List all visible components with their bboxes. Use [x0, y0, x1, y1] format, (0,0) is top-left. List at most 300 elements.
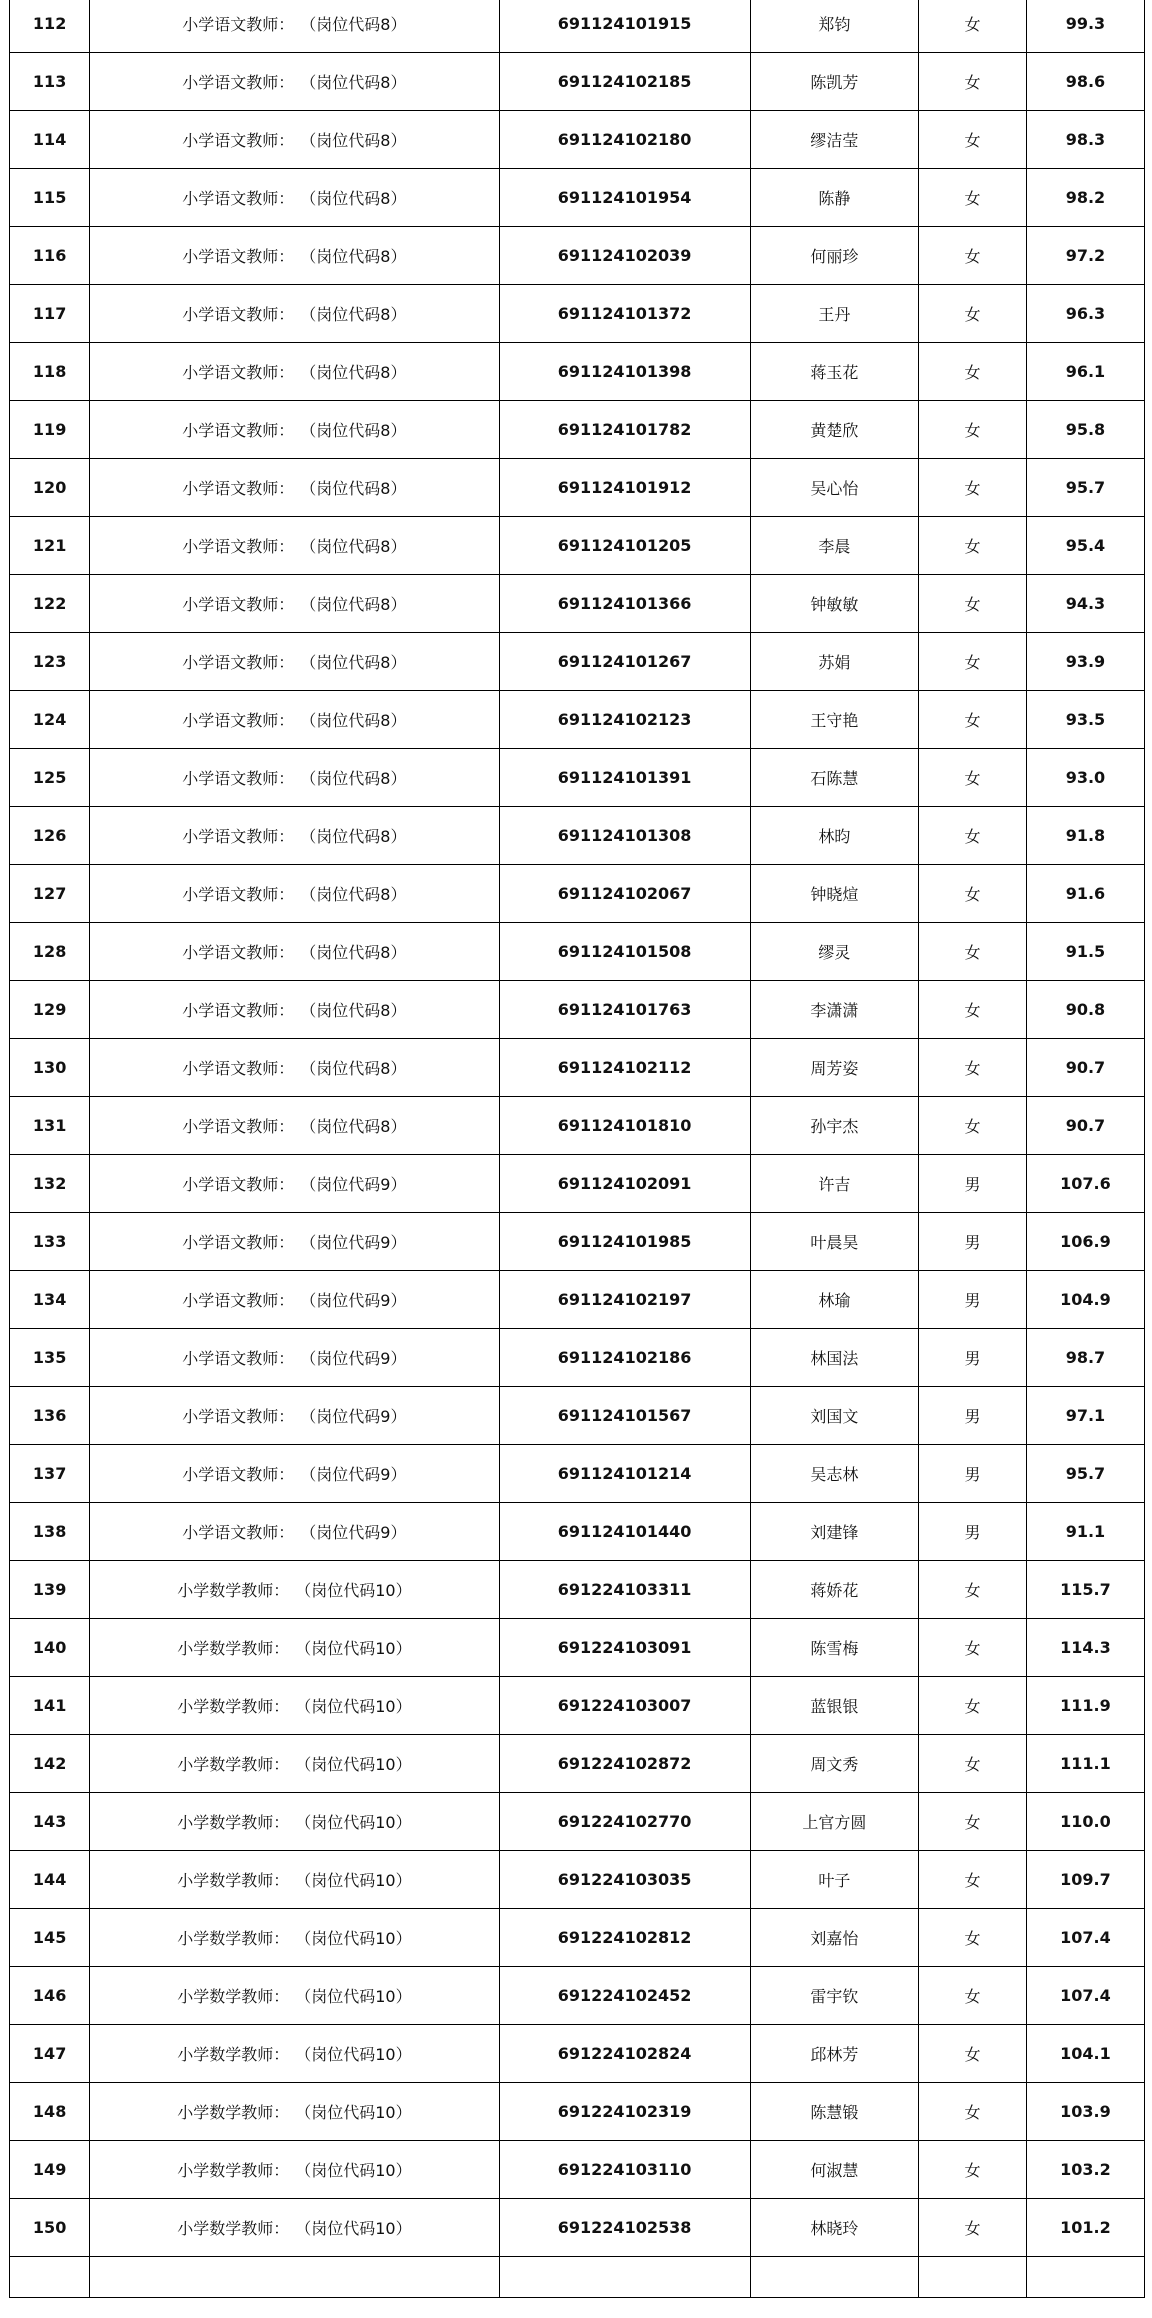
row-number: 122 — [10, 575, 90, 633]
position-code: （岗位代码9） — [308, 1465, 407, 1484]
candidate-score: 96.3 — [1026, 285, 1144, 343]
position-title: 小学语文教师： — [182, 943, 295, 962]
position-cell — [90, 2199, 499, 2257]
candidate-score: 98.7 — [1026, 1329, 1144, 1387]
position-code: （岗位代码8） — [308, 1117, 407, 1136]
table-row — [10, 981, 1145, 1039]
position-cell — [90, 749, 499, 807]
table-row-partial — [10, 2257, 1145, 2298]
position-cell — [90, 1851, 499, 1909]
candidate-gender: 女 — [919, 865, 1027, 923]
candidate-name: 郑钧 — [750, 0, 919, 53]
row-number: 130 — [10, 1039, 90, 1097]
candidate-score: 98.2 — [1026, 169, 1144, 227]
candidate-score: 107.4 — [1026, 1967, 1144, 2025]
candidate-score: 95.7 — [1026, 1445, 1144, 1503]
position-code: （岗位代码8） — [308, 711, 407, 730]
ticket-number: 691124102067 — [499, 865, 750, 923]
row-number: 115 — [10, 169, 90, 227]
position-code: （岗位代码10） — [303, 2045, 412, 2064]
empty-cell — [919, 2257, 1027, 2298]
row-number: 150 — [10, 2199, 90, 2257]
ticket-number: 691224103110 — [499, 2141, 750, 2199]
ticket-number: 691224103091 — [499, 1619, 750, 1677]
position-cell — [90, 517, 499, 575]
position-cell — [90, 111, 499, 169]
candidate-score: 91.6 — [1026, 865, 1144, 923]
candidate-name: 孙宇杰 — [750, 1097, 919, 1155]
table-row — [10, 1213, 1145, 1271]
candidate-name: 陈雪梅 — [750, 1619, 919, 1677]
position-cell — [90, 1387, 499, 1445]
position-title: 小学数学教师： — [177, 2045, 290, 2064]
table-row — [10, 1329, 1145, 1387]
position-title: 小学语文教师： — [182, 1233, 295, 1252]
candidate-name: 李潇潇 — [750, 981, 919, 1039]
candidate-name: 刘嘉怡 — [750, 1909, 919, 1967]
ticket-number: 691124101366 — [499, 575, 750, 633]
position-cell — [90, 1329, 499, 1387]
position-cell — [90, 1213, 499, 1271]
row-number: 112 — [10, 0, 90, 53]
candidate-gender: 女 — [919, 1097, 1027, 1155]
candidate-name: 石陈慧 — [750, 749, 919, 807]
candidate-name: 吴心怡 — [750, 459, 919, 517]
row-number: 117 — [10, 285, 90, 343]
table-row — [10, 53, 1145, 111]
position-cell — [90, 285, 499, 343]
candidate-name: 林昀 — [750, 807, 919, 865]
row-number: 148 — [10, 2083, 90, 2141]
row-number: 141 — [10, 1677, 90, 1735]
table-row — [10, 2025, 1145, 2083]
ticket-number: 691124101267 — [499, 633, 750, 691]
candidate-name: 刘国文 — [750, 1387, 919, 1445]
candidate-name: 王守艳 — [750, 691, 919, 749]
position-code: （岗位代码8） — [308, 189, 407, 208]
row-number: 133 — [10, 1213, 90, 1271]
position-title: 小学数学教师： — [177, 2219, 290, 2238]
position-code: （岗位代码8） — [308, 827, 407, 846]
candidate-score: 95.7 — [1026, 459, 1144, 517]
position-code: （岗位代码8） — [308, 537, 407, 556]
candidate-score: 90.7 — [1026, 1039, 1144, 1097]
row-number: 149 — [10, 2141, 90, 2199]
candidate-score: 93.5 — [1026, 691, 1144, 749]
candidate-gender: 女 — [919, 2199, 1027, 2257]
candidate-name: 苏娟 — [750, 633, 919, 691]
table-row — [10, 807, 1145, 865]
position-title: 小学数学教师： — [177, 1581, 290, 1600]
candidate-score: 115.7 — [1026, 1561, 1144, 1619]
ticket-number: 691124101915 — [499, 0, 750, 53]
candidate-gender: 男 — [919, 1503, 1027, 1561]
row-number: 142 — [10, 1735, 90, 1793]
ticket-number: 691224103035 — [499, 1851, 750, 1909]
position-code: （岗位代码10） — [303, 1581, 412, 1600]
table-row — [10, 1561, 1145, 1619]
ticket-number: 691124101763 — [499, 981, 750, 1039]
position-title: 小学语文教师： — [182, 1059, 295, 1078]
ticket-number: 691224103311 — [499, 1561, 750, 1619]
position-cell — [90, 459, 499, 517]
ticket-number: 691124102186 — [499, 1329, 750, 1387]
position-title: 小学数学教师： — [177, 2103, 290, 2122]
candidate-score: 95.8 — [1026, 401, 1144, 459]
candidate-gender: 女 — [919, 2083, 1027, 2141]
position-title: 小学数学教师： — [177, 2161, 290, 2180]
position-title: 小学语文教师： — [182, 15, 295, 34]
candidate-name: 何淑慧 — [750, 2141, 919, 2199]
position-code: （岗位代码8） — [308, 769, 407, 788]
table-row — [10, 343, 1145, 401]
table-row — [10, 2199, 1145, 2257]
position-title: 小学语文教师： — [182, 479, 295, 498]
position-code: （岗位代码9） — [308, 1349, 407, 1368]
candidate-gender: 女 — [919, 517, 1027, 575]
row-number: 125 — [10, 749, 90, 807]
candidate-score: 109.7 — [1026, 1851, 1144, 1909]
empty-cell — [90, 2257, 499, 2298]
candidate-name: 蒋玉花 — [750, 343, 919, 401]
candidate-score: 114.3 — [1026, 1619, 1144, 1677]
candidate-gender: 女 — [919, 1039, 1027, 1097]
candidate-gender: 男 — [919, 1387, 1027, 1445]
row-number: 129 — [10, 981, 90, 1039]
row-number: 135 — [10, 1329, 90, 1387]
candidate-name: 周文秀 — [750, 1735, 919, 1793]
candidate-gender: 男 — [919, 1155, 1027, 1213]
ticket-number: 691224103007 — [499, 1677, 750, 1735]
position-cell — [90, 343, 499, 401]
row-number: 131 — [10, 1097, 90, 1155]
ticket-number: 691124101391 — [499, 749, 750, 807]
candidate-name: 许吉 — [750, 1155, 919, 1213]
position-title: 小学语文教师： — [182, 1117, 295, 1136]
candidate-gender: 女 — [919, 285, 1027, 343]
position-code: （岗位代码10） — [303, 1697, 412, 1716]
position-code: （岗位代码8） — [308, 363, 407, 382]
position-title: 小学语文教师： — [182, 131, 295, 150]
position-title: 小学语文教师： — [182, 537, 295, 556]
ticket-number: 691124101567 — [499, 1387, 750, 1445]
candidate-score: 90.7 — [1026, 1097, 1144, 1155]
table-row — [10, 1967, 1145, 2025]
candidate-gender: 女 — [919, 169, 1027, 227]
table-row — [10, 2141, 1145, 2199]
row-number: 145 — [10, 1909, 90, 1967]
candidate-score: 98.3 — [1026, 111, 1144, 169]
candidate-score: 94.3 — [1026, 575, 1144, 633]
table-row — [10, 1619, 1145, 1677]
candidate-score: 107.4 — [1026, 1909, 1144, 1967]
candidate-score: 93.0 — [1026, 749, 1144, 807]
candidate-score: 103.2 — [1026, 2141, 1144, 2199]
ticket-number: 691124102112 — [499, 1039, 750, 1097]
row-number: 140 — [10, 1619, 90, 1677]
position-cell — [90, 575, 499, 633]
position-cell — [90, 1445, 499, 1503]
candidate-gender: 女 — [919, 2141, 1027, 2199]
candidate-score: 106.9 — [1026, 1213, 1144, 1271]
candidate-gender: 女 — [919, 1793, 1027, 1851]
candidate-name: 钟敏敏 — [750, 575, 919, 633]
position-title: 小学语文教师： — [182, 247, 295, 266]
ticket-number: 691124101308 — [499, 807, 750, 865]
position-code: （岗位代码10） — [303, 1813, 412, 1832]
position-title: 小学语文教师： — [182, 363, 295, 382]
candidate-gender: 男 — [919, 1329, 1027, 1387]
ticket-number: 691124102123 — [499, 691, 750, 749]
candidate-name: 林晓玲 — [750, 2199, 919, 2257]
table-row — [10, 517, 1145, 575]
candidate-score: 97.1 — [1026, 1387, 1144, 1445]
ticket-number: 691224102538 — [499, 2199, 750, 2257]
candidate-name: 叶晨昊 — [750, 1213, 919, 1271]
table-row — [10, 1155, 1145, 1213]
table-row — [10, 227, 1145, 285]
position-cell — [90, 865, 499, 923]
table-row — [10, 1097, 1145, 1155]
position-cell — [90, 807, 499, 865]
candidate-name: 邱林芳 — [750, 2025, 919, 2083]
position-code: （岗位代码8） — [308, 1001, 407, 1020]
position-title: 小学语文教师： — [182, 711, 295, 730]
position-cell — [90, 691, 499, 749]
position-cell — [90, 2141, 499, 2199]
table-row — [10, 1793, 1145, 1851]
position-code: （岗位代码10） — [303, 2103, 412, 2122]
ticket-number: 691124102197 — [499, 1271, 750, 1329]
row-number: 123 — [10, 633, 90, 691]
position-code: （岗位代码8） — [308, 15, 407, 34]
candidate-gender: 女 — [919, 227, 1027, 285]
ticket-number: 691124101912 — [499, 459, 750, 517]
position-code: （岗位代码10） — [303, 1987, 412, 2006]
position-cell — [90, 2025, 499, 2083]
row-number: 127 — [10, 865, 90, 923]
table-row — [10, 1503, 1145, 1561]
table-row — [10, 749, 1145, 807]
position-title: 小学语文教师： — [182, 305, 295, 324]
position-code: （岗位代码10） — [303, 2161, 412, 2180]
candidate-name: 陈慧锻 — [750, 2083, 919, 2141]
candidate-gender: 女 — [919, 401, 1027, 459]
table-row — [10, 1271, 1145, 1329]
position-code: （岗位代码8） — [308, 421, 407, 440]
position-code: （岗位代码8） — [308, 479, 407, 498]
position-cell — [90, 1561, 499, 1619]
position-cell — [90, 0, 499, 53]
candidate-score: 91.1 — [1026, 1503, 1144, 1561]
candidate-name: 陈凯芳 — [750, 53, 919, 111]
position-title: 小学数学教师： — [177, 1697, 290, 1716]
position-code: （岗位代码10） — [303, 1639, 412, 1658]
row-number: 143 — [10, 1793, 90, 1851]
position-title: 小学语文教师： — [182, 189, 295, 208]
position-code: （岗位代码8） — [308, 885, 407, 904]
position-code: （岗位代码8） — [308, 653, 407, 672]
candidate-name: 上官方圆 — [750, 1793, 919, 1851]
row-number: 137 — [10, 1445, 90, 1503]
table-row — [10, 111, 1145, 169]
candidate-score: 91.8 — [1026, 807, 1144, 865]
candidate-name: 钟晓煊 — [750, 865, 919, 923]
empty-cell — [1026, 2257, 1144, 2298]
ticket-number: 691124101398 — [499, 343, 750, 401]
position-title: 小学语文教师： — [182, 769, 295, 788]
position-cell — [90, 1677, 499, 1735]
candidate-gender: 女 — [919, 923, 1027, 981]
position-cell — [90, 923, 499, 981]
table-row — [10, 1387, 1145, 1445]
candidate-gender: 女 — [919, 1619, 1027, 1677]
position-title: 小学语文教师： — [182, 73, 295, 92]
candidate-gender: 女 — [919, 1677, 1027, 1735]
candidate-name: 蒋娇花 — [750, 1561, 919, 1619]
position-code: （岗位代码9） — [308, 1523, 407, 1542]
ticket-number: 691224102812 — [499, 1909, 750, 1967]
row-number: 120 — [10, 459, 90, 517]
position-cell — [90, 1909, 499, 1967]
candidate-gender: 女 — [919, 575, 1027, 633]
candidate-score: 111.1 — [1026, 1735, 1144, 1793]
candidate-gender: 男 — [919, 1271, 1027, 1329]
candidate-gender: 男 — [919, 1445, 1027, 1503]
candidate-score: 98.6 — [1026, 53, 1144, 111]
candidate-score: 110.0 — [1026, 1793, 1144, 1851]
empty-cell — [750, 2257, 919, 2298]
table-row — [10, 923, 1145, 981]
candidate-gender: 女 — [919, 343, 1027, 401]
row-number: 144 — [10, 1851, 90, 1909]
position-title: 小学数学教师： — [177, 1755, 290, 1774]
candidate-name: 刘建锋 — [750, 1503, 919, 1561]
row-number: 114 — [10, 111, 90, 169]
position-title: 小学语文教师： — [182, 1523, 295, 1542]
candidate-name: 何丽珍 — [750, 227, 919, 285]
row-number: 126 — [10, 807, 90, 865]
candidate-name: 缪洁莹 — [750, 111, 919, 169]
candidate-score: 107.6 — [1026, 1155, 1144, 1213]
table-row — [10, 1851, 1145, 1909]
score-table — [9, 0, 1145, 2298]
position-cell — [90, 169, 499, 227]
candidate-name: 周芳姿 — [750, 1039, 919, 1097]
candidate-score: 104.9 — [1026, 1271, 1144, 1329]
position-cell — [90, 1735, 499, 1793]
ticket-number: 691124101985 — [499, 1213, 750, 1271]
candidate-gender: 男 — [919, 1213, 1027, 1271]
position-cell — [90, 633, 499, 691]
row-number: 139 — [10, 1561, 90, 1619]
ticket-number: 691224102452 — [499, 1967, 750, 2025]
position-cell — [90, 1793, 499, 1851]
candidate-gender: 女 — [919, 633, 1027, 691]
ticket-number: 691124102091 — [499, 1155, 750, 1213]
ticket-number: 691124101782 — [499, 401, 750, 459]
table-row — [10, 1909, 1145, 1967]
candidate-name: 陈静 — [750, 169, 919, 227]
position-title: 小学语文教师： — [182, 1349, 295, 1368]
ticket-number: 691124101810 — [499, 1097, 750, 1155]
row-number: 146 — [10, 1967, 90, 2025]
candidate-gender: 女 — [919, 981, 1027, 1039]
candidate-score: 97.2 — [1026, 227, 1144, 285]
table-row — [10, 1677, 1145, 1735]
candidate-score: 91.5 — [1026, 923, 1144, 981]
position-cell — [90, 1155, 499, 1213]
ticket-number: 691124102039 — [499, 227, 750, 285]
table-row — [10, 1735, 1145, 1793]
row-number: 119 — [10, 401, 90, 459]
position-code: （岗位代码9） — [308, 1175, 407, 1194]
ticket-number: 691224102872 — [499, 1735, 750, 1793]
table-row — [10, 459, 1145, 517]
ticket-number: 691224102319 — [499, 2083, 750, 2141]
position-cell — [90, 981, 499, 1039]
candidate-name: 李晨 — [750, 517, 919, 575]
ticket-number: 691224102770 — [499, 1793, 750, 1851]
position-code: （岗位代码8） — [308, 247, 407, 266]
position-code: （岗位代码8） — [308, 73, 407, 92]
position-title: 小学数学教师： — [177, 1639, 290, 1658]
position-title: 小学语文教师： — [182, 421, 295, 440]
position-cell — [90, 401, 499, 459]
position-code: （岗位代码10） — [303, 1871, 412, 1890]
position-title: 小学数学教师： — [177, 1929, 290, 1948]
row-number: 128 — [10, 923, 90, 981]
candidate-gender: 女 — [919, 749, 1027, 807]
table-row — [10, 169, 1145, 227]
row-number: 136 — [10, 1387, 90, 1445]
candidate-gender: 女 — [919, 459, 1027, 517]
position-cell — [90, 227, 499, 285]
candidate-name: 吴志林 — [750, 1445, 919, 1503]
row-number: 124 — [10, 691, 90, 749]
position-code: （岗位代码10） — [303, 2219, 412, 2238]
candidate-name: 雷宇钦 — [750, 1967, 919, 2025]
position-title: 小学语文教师： — [182, 653, 295, 672]
table-row — [10, 285, 1145, 343]
row-number: 132 — [10, 1155, 90, 1213]
candidate-score: 95.4 — [1026, 517, 1144, 575]
candidate-gender: 女 — [919, 1967, 1027, 2025]
empty-cell — [10, 2257, 90, 2298]
table-row — [10, 1039, 1145, 1097]
position-cell — [90, 1271, 499, 1329]
ticket-number: 691124101372 — [499, 285, 750, 343]
empty-cell — [499, 2257, 750, 2298]
candidate-name: 黄楚欣 — [750, 401, 919, 459]
candidate-name: 王丹 — [750, 285, 919, 343]
position-title: 小学语文教师： — [182, 1291, 295, 1310]
candidate-name: 林瑜 — [750, 1271, 919, 1329]
row-number: 118 — [10, 343, 90, 401]
table-row — [10, 0, 1145, 53]
candidate-score: 103.9 — [1026, 2083, 1144, 2141]
ticket-number: 691224102824 — [499, 2025, 750, 2083]
position-cell — [90, 2083, 499, 2141]
position-code: （岗位代码8） — [308, 595, 407, 614]
position-code: （岗位代码8） — [308, 131, 407, 150]
position-cell — [90, 1967, 499, 2025]
position-title: 小学语文教师： — [182, 1407, 295, 1426]
candidate-gender: 女 — [919, 111, 1027, 169]
position-cell — [90, 1039, 499, 1097]
ticket-number: 691124101205 — [499, 517, 750, 575]
position-code: （岗位代码8） — [308, 305, 407, 324]
